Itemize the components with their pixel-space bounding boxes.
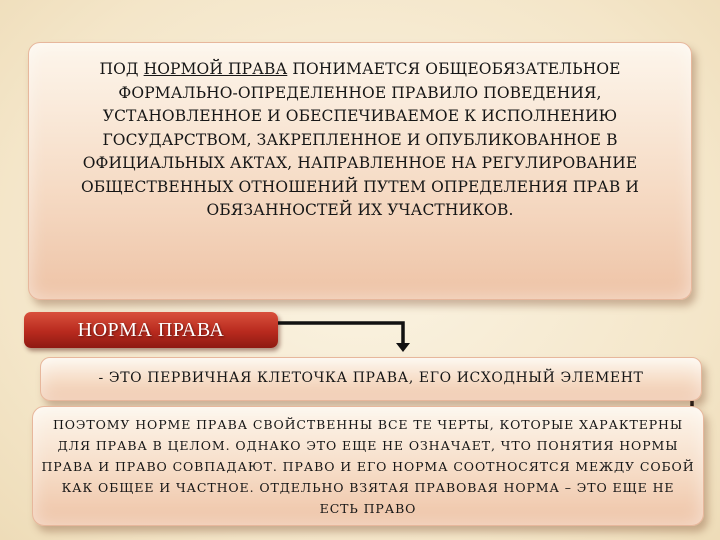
consequence-text: ПОЭТОМУ НОРМЕ ПРАВА СВОЙСТВЕННЫ ВСЕ ТЕ ЧЕРТЫ, КОТОРЫЕ ХАРАКТЕРНЫ ДЛЯ ПРАВА В ЦЕЛОМ. ОДНАКО ЭТО ЕЩЕ НЕ ОЗНАЧАЕТ, ЧТО ПОНЯТИЯ НОРМЫ ПРАВА И ПРАВО СОВПАДАЮТ. ПРАВО И ЕГО НОРМА СООТНОСЯТСЯ МЕЖДУ СОБОЙ КАК ОБЩЕЕ И ЧАСТНОЕ. ОТДЕЛЬНО ВЗЯТАЯ ПРАВОВАЯ НОРМА – ЭТО ЕЩЕ НЕ ЕСТЬ ПРАВО bbox=[41, 417, 695, 516]
definition-prefix: ПОД bbox=[99, 60, 144, 78]
connector-line-to-essence bbox=[278, 323, 403, 345]
essence-text: - ЭТО ПЕРВИЧНАЯ КЛЕТОЧКА ПРАВА, ЕГО ИСХОДНЫЙ ЭЛЕМЕНТ bbox=[98, 370, 644, 386]
definition-term: НОРМОЙ ПРАВА bbox=[143, 60, 288, 78]
definition-body: ПОНИМАЕТСЯ ОБЩЕОБЯЗАТЕЛЬНОЕ ФОРМАЛЬНО-ОПРЕДЕЛЕННОЕ ПРАВИЛО ПОВЕДЕНИЯ, УСТАНОВЛЕННОЕ И ОБЕСПЕЧИВАЕМОЕ К ИСПОЛНЕНИЮ ГОСУДАРСТВОМ, ЗАКРЕПЛЕННОЕ И ОПУБЛИКОВАННОЕ В ОФИЦИАЛЬНЫХ АКТАХ, НАПРАВЛЕННОЕ НА РЕГУЛИРОВАНИЕ ОБЩЕСТВЕННЫХ ОТНОШЕНИЙ ПУТЕМ ОПРЕДЕЛЕНИЯ ПРАВ И ОБЯЗАННОСТЕЙ ИХ УЧАСТНИКОВ. bbox=[81, 60, 639, 219]
arrow-down-icon bbox=[396, 343, 410, 352]
definition-text bbox=[40, 58, 680, 223]
norm-label-banner bbox=[24, 312, 278, 348]
norm-label-text: НОРМА ПРАВА bbox=[77, 318, 225, 341]
